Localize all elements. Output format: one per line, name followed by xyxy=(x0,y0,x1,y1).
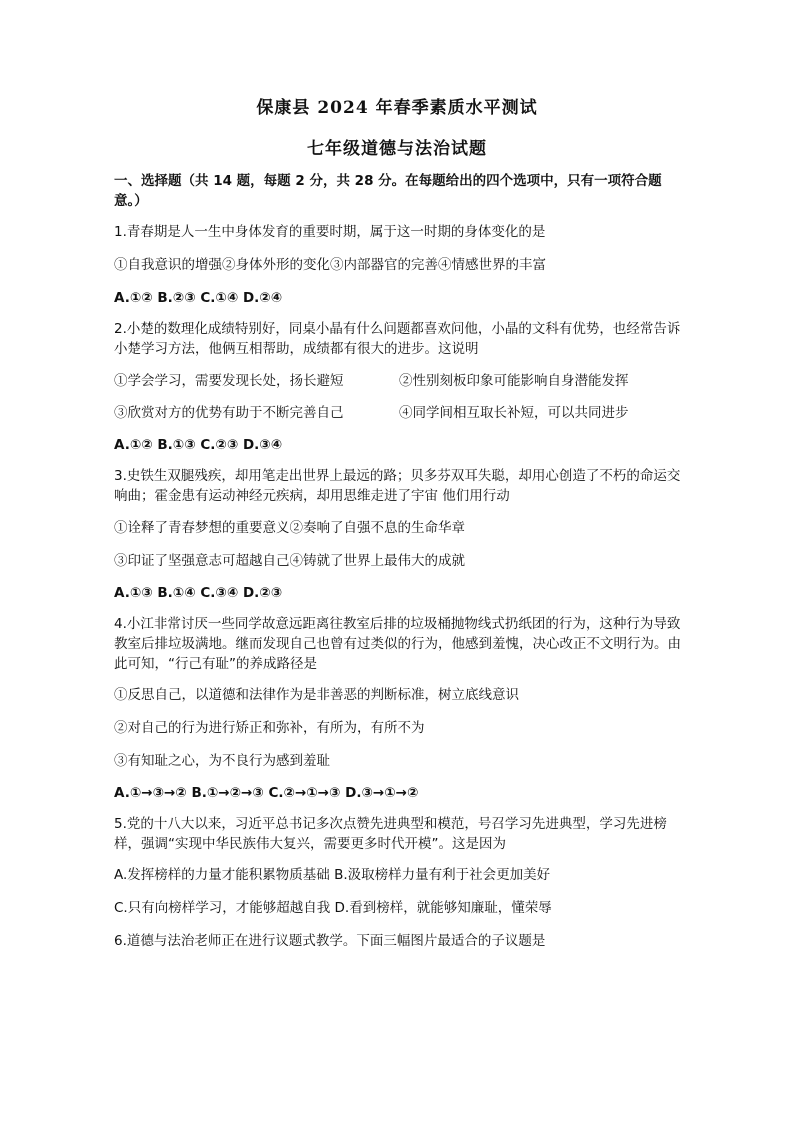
question-2-item-4: ④同学间相互取长补短，可以共同进步 xyxy=(399,405,629,421)
question-1-items: ①自我意识的增强②身体外形的变化③内部器官的完善④情感世界的丰富 xyxy=(114,257,546,273)
exam-title: 保康县 2024 年春季素质水平测试 xyxy=(256,98,538,118)
question-2-options: A.①② B.①③ C.②③ D.③④ xyxy=(114,437,283,453)
question-1-options: A.①② B.②③ C.①④ D.②④ xyxy=(114,290,283,306)
question-5-stem: 5.党的十八大以来，习近平总书记多次点赞先进典型和模范，号召学习先进典型，学习先进榜样，强调“实现中华民族伟大复兴，需要更多时代开模”。这是因为 xyxy=(114,816,667,852)
question-4-item-2: ②对自己的行为进行矫正和弥补，有所为，有所不为 xyxy=(114,720,425,736)
exam-subtitle: 七年级道德与法治试题 xyxy=(307,139,487,159)
section-heading: 一、选择题（共 14 题，每题 2 分，共 28 分。在每题给出的四个选项中，只有一项符合题意。） xyxy=(114,173,662,209)
question-2-items-row1 xyxy=(114,371,686,391)
question-5-options-1: A.发挥榜样的力量才能积累物质基础 B.汲取榜样力量有利于社会更加美好 xyxy=(114,867,551,883)
question-2-items-row2 xyxy=(114,403,686,423)
question-2-item-1: ①学会学习，需要发现长处，扬长避短 xyxy=(114,373,344,389)
question-4-item-3: ③有知耻之心，为不良行为感到羞耻 xyxy=(114,753,330,769)
question-4-item-1: ①反思自己，以道德和法律作为是非善恶的判断标准，树立底线意识 xyxy=(114,687,519,703)
question-2-item-3: ③欣赏对方的优势有助于不断完善自己 xyxy=(114,405,344,421)
question-3-stem: 3.史铁生双腿残疾，却用笔走出世界上最远的路；贝多芬双耳失聪，却用心创造了不朽的命运交响曲；霍金患有运动神经元疾病，却用思维走进了宇宙 他们用行动 xyxy=(114,468,681,504)
question-3-options: A.①③ B.①④ C.③④ D.②③ xyxy=(114,585,283,601)
question-1-stem: 1.青春期是人一生中身体发育的重要时期，属于这一时期的身体变化的是 xyxy=(114,224,546,240)
question-4-options: A.①→③→② B.①→②→③ C.②→①→③ D.③→①→② xyxy=(114,785,419,801)
question-4-stem: 4.小江非常讨厌一些同学故意远距离往教室后排的垃圾桶抛物线式扔纸团的行为，这种行为导致教室后排垃圾满地。继而发现自己也曾有过类似的行为，他感到羞愧，决心改正不文明行为。由此可知，“行己有耻”的养成路径是 xyxy=(114,616,681,672)
question-6-stem: 6.道德与法治老师正在进行议题式教学。下面三幅图片最适合的子议题是 xyxy=(114,933,546,949)
question-3-items-2: ③印证了坚强意志可超越自己④铸就了世界上最伟大的成就 xyxy=(114,553,465,569)
question-3-items-1: ①诠释了青春梦想的重要意义②奏响了自强不息的生命华章 xyxy=(114,520,465,536)
question-5-options-2: C.只有向榜样学习，才能够超越自我 D.看到榜样，就能够知廉耻，懂荣辱 xyxy=(114,900,552,916)
question-2-item-2: ②性别刻板印象可能影响自身潜能发挥 xyxy=(399,373,629,389)
question-2-stem: 2.小楚的数理化成绩特别好，同桌小晶有什么问题都喜欢问他，小晶的文科有优势，也经常告诉小楚学习方法，他俩互相帮助，成绩都有很大的进步。这说明 xyxy=(114,321,681,357)
